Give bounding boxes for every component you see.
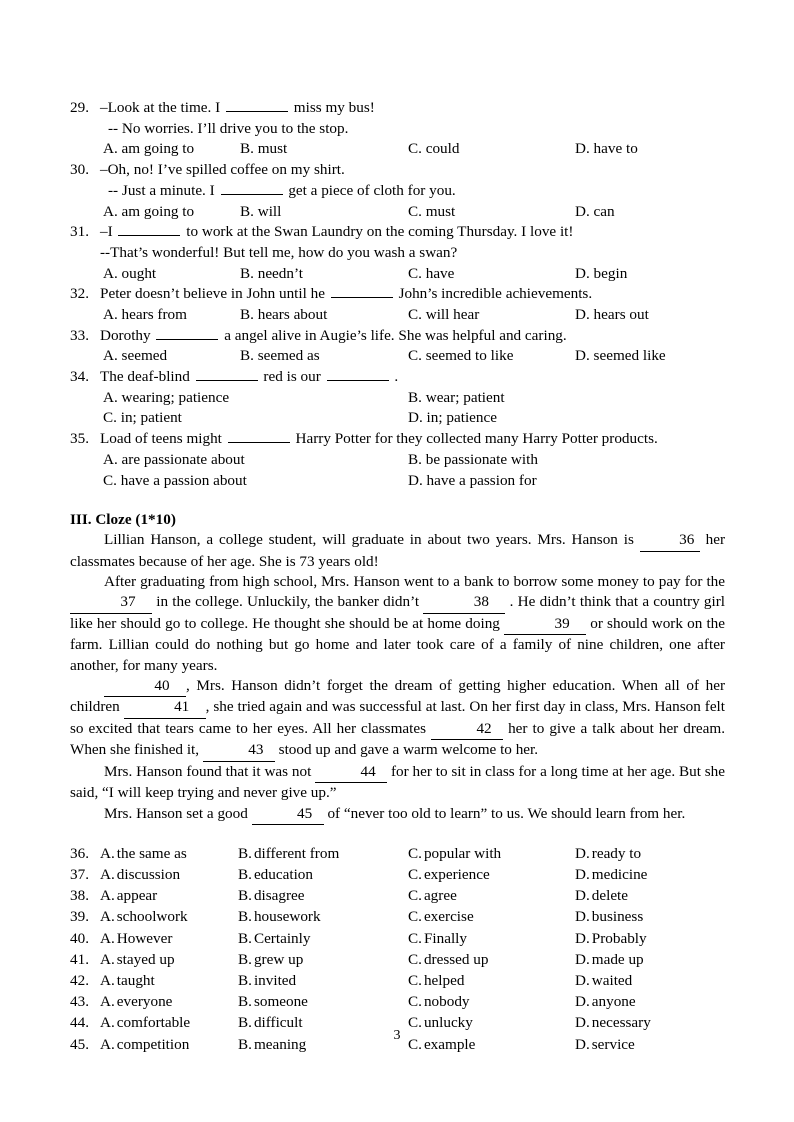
question-33 [70,326,725,367]
option-letter: C. [408,844,422,862]
cloze-blank-37[interactable]: 37 [70,592,152,613]
option-text: dressed up [423,950,489,968]
page-number: 3 [393,1028,401,1043]
option-text: service [591,1035,635,1053]
option-letter: A. [100,844,115,862]
option-letter: B. [238,972,252,990]
cloze-blank-38[interactable]: 38 [423,592,505,613]
option-b[interactable]: B. wear; patient [408,388,505,406]
cloze-paragraph-5 [70,804,725,825]
stem-text-before-blank: –I [100,223,113,241]
option-text: unlucky [423,1014,473,1032]
stem-text-after-blank: a angel alive in Augie’s life. She was helpful and caring. [224,326,567,344]
cloze-paragraph-3 [70,676,725,762]
question-number: 45. [70,1035,89,1053]
question-32 [70,284,725,325]
question-number: 38. [70,887,89,905]
paragraph-text: Mrs. Hanson found that it was not [104,762,312,780]
option-text: schoolwork [116,908,188,926]
option-a[interactable] [100,843,187,864]
option-letter: D. [575,993,590,1011]
paragraph-text: for her to sit in class for a long time at her age. But she said, “I will keep trying and never give up.” [70,762,725,802]
answer-blank [331,297,393,298]
option-text: Probably [591,929,647,947]
option-letter: B. [238,950,252,968]
question-number: 33. [70,326,89,344]
option-text: made up [591,950,644,968]
option-b[interactable] [238,885,305,906]
option-a[interactable] [100,928,172,949]
option-letter: B. [238,887,252,905]
option-row [70,346,725,367]
paragraph-text: . He didn’t think that a country girl like her should go to college. He thought she should be at home doing [70,593,726,632]
option-letter: C. [408,929,422,947]
question-number: 41. [70,950,89,968]
option-b[interactable] [238,970,296,991]
option-d[interactable]: D. have a passion for [408,471,537,489]
multiple-choice-section [70,98,725,491]
option-letter: A. [100,887,115,905]
option-a[interactable]: A. seemed [103,347,168,365]
question-30 [70,160,725,222]
option-a[interactable]: A. hears from [103,305,187,323]
question-34 [70,367,725,429]
option-text: stayed up [116,950,175,968]
question-number: 29. [70,99,89,116]
option-letter: D. [575,866,590,884]
option-text: anyone [591,993,636,1011]
option-d[interactable]: D. have to [575,140,638,158]
option-letter: A. [100,908,115,926]
option-d[interactable] [575,949,644,970]
cloze-blank-44[interactable]: 44 [315,762,387,783]
option-letter: D. [575,887,590,905]
option-row [70,202,725,223]
option-d[interactable]: D. seemed like [575,347,666,365]
answer-blank [228,442,290,443]
option-letter: B. [238,1035,252,1053]
option-d[interactable] [575,928,647,949]
answer-blank [226,111,288,112]
option-row [70,408,725,429]
option-text: helped [423,972,465,990]
option-letter: B. [238,1014,252,1032]
question-number: 34. [70,368,89,386]
option-text: popular with [423,844,502,862]
option-c[interactable]: C. in; patient [103,409,182,427]
option-letter: B. [238,993,252,1011]
cloze-section-heading: III. Cloze (1*10) [70,511,176,529]
question-stem [70,98,725,119]
option-letter: A. [100,972,115,990]
option-letter: D. [575,929,590,947]
paragraph-text: her to give a talk about her dream. When she finished it, [70,719,726,759]
option-letter: D. [575,1035,590,1053]
answer-blank [196,380,258,381]
option-d[interactable] [575,991,636,1012]
option-letter: D. [575,950,590,968]
option-d[interactable]: D. hears out [575,305,649,323]
cloze-blank-36[interactable]: 36 [640,530,700,551]
option-a[interactable] [100,885,157,906]
option-d[interactable]: D. can [575,202,615,220]
paragraph-text: in the college. Unluckily, the banker didn’t [156,593,420,611]
cloze-option-row-39 [70,906,725,927]
question-stem [70,284,725,305]
option-letter: C. [408,887,422,905]
cloze-blank-40[interactable]: 40 [104,676,186,697]
option-text: appear [116,887,158,905]
answer-blank [156,339,218,340]
option-a[interactable]: A. am going to [103,202,195,220]
option-text: However [116,929,173,947]
answer-blank [221,194,283,195]
option-c[interactable] [408,991,470,1012]
option-letter: C. [408,1014,422,1032]
option-a[interactable]: A. ought [103,264,157,282]
option-letter: B. [238,908,252,926]
option-letter: B. [238,844,252,862]
option-letter: A. [100,993,115,1011]
option-text: example [423,1035,476,1053]
option-text: everyone [116,993,173,1011]
question-number: 37. [70,866,89,884]
option-letter: B. [238,929,252,947]
question-stem [70,160,725,181]
option-d[interactable] [575,864,647,885]
option-b[interactable]: B. hears about [240,305,328,323]
stem-text-before-blank: Peter doesn’t believe in John until he [100,285,325,303]
stem-text-before-blank: –Look at the time. I [100,99,221,116]
question-stem [70,429,725,450]
option-a[interactable]: A. are passionate about [103,450,245,468]
option-letter: A. [100,866,115,884]
option-b[interactable]: B. must [240,140,288,158]
paragraph-text: stood up and gave a warm welcome to her. [278,741,539,759]
question-number: 44. [70,1014,89,1032]
option-letter: A. [100,929,115,947]
option-text: experience [423,866,490,884]
option-text: ready to [591,844,642,862]
cloze-options-list [70,843,725,1055]
cloze-blank-43[interactable]: 43 [203,740,275,761]
cloze-blank-42[interactable]: 42 [431,719,503,740]
option-d[interactable] [575,885,628,906]
option-c[interactable] [408,906,474,927]
option-text: different from [253,844,340,862]
option-text: Certainly [253,929,311,947]
stem-text-after-blank: . [394,368,399,386]
page-content [70,98,725,1055]
option-letter: A. [100,950,115,968]
question-number: 39. [70,908,89,926]
option-b[interactable] [238,864,313,885]
option-letter: A. [100,1014,115,1032]
option-letter: D. [575,1014,590,1032]
answer-blank [327,380,389,381]
question-29 [70,98,725,160]
option-b[interactable] [238,928,310,949]
option-c[interactable] [408,949,488,970]
option-text: taught [116,972,155,990]
stem-text-before-blank: The deaf-blind [100,368,190,386]
option-text: disagree [253,887,305,905]
option-c[interactable]: C. will hear [408,305,480,323]
option-text: the same as [116,844,187,862]
option-b[interactable]: B. needn’t [240,264,303,282]
option-text: nobody [423,993,470,1011]
option-text: invited [253,972,297,990]
option-text: grew up [253,950,304,968]
paragraph-text: Mrs. Hanson set a good [104,804,248,822]
option-b[interactable]: B. seemed as [240,347,320,365]
paragraph-text: Lillian Hanson, a college student, will graduate in about two years. Mrs. Hanson is [104,531,634,549]
option-c[interactable]: C. seemed to like [408,347,514,365]
stem-text: –Oh, no! I’ve spilled coffee on my shirt. [100,161,345,179]
option-b[interactable] [238,991,308,1012]
option-letter: C. [408,972,422,990]
cloze-option-row-41 [70,949,725,970]
option-letter: C. [408,950,422,968]
option-text: competition [116,1035,190,1053]
option-c[interactable] [408,885,457,906]
question-stem [70,326,725,347]
paragraph-text: After graduating from high school, Mrs. Hanson went to a bank to borrow some money to pay for the [104,573,725,591]
question-stem [70,222,725,243]
question-dialogue-line [70,181,725,202]
option-text: Finally [423,929,467,947]
option-text: necessary [591,1014,651,1032]
option-a[interactable] [100,864,180,885]
option-letter: C. [408,908,422,926]
option-row [70,471,725,492]
option-row [70,305,725,326]
stem-text-before-blank: Load of teens might [100,430,222,448]
option-c[interactable] [408,843,501,864]
cloze-option-row-43 [70,991,725,1012]
option-b[interactable] [238,949,303,970]
option-text: someone [253,993,308,1011]
option-letter: A. [100,1035,115,1053]
stem-text-after-blank: John’s incredible achievements. [398,285,593,303]
question-number: 43. [70,993,89,1011]
option-b[interactable] [238,906,321,927]
option-a[interactable] [100,949,175,970]
option-text: housework [253,908,321,926]
option-row [70,388,725,409]
paragraph-text: or should work on the farm. Lillian could do nothing but go home and later took care of a family of nine children, one after another, for many years. [70,614,726,674]
option-a[interactable] [100,906,188,927]
question-dialogue-line: --That’s wonderful! But tell me, how do you wash a swan? [100,243,458,261]
option-letter: D. [575,908,590,926]
question-number: 30. [70,161,89,179]
option-b[interactable]: B. will [240,202,282,220]
cloze-option-row-36 [70,843,725,864]
answer-blank [118,235,180,236]
option-text: business [591,908,644,926]
cloze-blank-41[interactable]: 41 [124,697,206,718]
option-a[interactable]: A. wearing; patience [103,388,230,406]
option-letter: C. [408,866,422,884]
question-number: 31. [70,223,89,241]
question-number: 36. [70,844,89,862]
option-text: exercise [423,908,474,926]
cloze-blank-39[interactable]: 39 [504,614,586,635]
sub-text-after-blank: get a piece of cloth for you. [288,181,456,199]
option-text: discussion [116,866,181,884]
option-b[interactable]: B. be passionate with [408,450,538,468]
option-c[interactable] [408,864,490,885]
cloze-option-row-38 [70,885,725,906]
cloze-paragraph-1 [70,530,725,572]
option-text: medicine [591,866,648,884]
cloze-passage [70,530,725,825]
option-c[interactable]: C. must [408,202,456,220]
option-d[interactable] [575,970,632,991]
option-text: agree [423,887,457,905]
option-c[interactable]: C. have [408,264,455,282]
stem-text-after-blank: Harry Potter for they collected many Harry Potter products. [295,430,658,448]
option-text: difficult [253,1014,303,1032]
option-c[interactable] [408,928,467,949]
paragraph-text: her classmates because of her age. She is 73 years old! [70,531,726,570]
option-a[interactable]: A. am going to [103,140,195,158]
cloze-paragraph-2 [70,572,725,676]
question-number: 40. [70,929,89,947]
option-d[interactable]: D. begin [575,264,628,282]
option-letter: C. [408,1035,422,1053]
option-c[interactable] [408,970,464,991]
stem-text-middle: red is our [263,368,321,386]
question-stem [70,367,725,388]
option-text: waited [591,972,633,990]
option-row [70,139,725,160]
option-text: meaning [253,1035,307,1053]
question-number: 42. [70,972,89,990]
option-letter: D. [575,844,590,862]
option-c[interactable]: C. have a passion about [103,471,247,489]
option-d[interactable]: D. in; patience [408,409,497,427]
option-letter: B. [238,866,252,884]
stem-text-after-blank: to work at the Swan Laundry on the coming Thursday. I love it! [186,223,574,241]
sub-text-before-blank: -- Just a minute. I [108,181,215,199]
option-d[interactable] [575,843,641,864]
option-text: delete [591,887,629,905]
question-number: 32. [70,285,89,303]
option-row [70,264,725,285]
cloze-blank-45[interactable]: 45 [252,804,324,825]
option-d[interactable] [575,906,643,927]
cloze-paragraph-4 [70,762,725,804]
stem-text-after-blank: miss my bus! [293,99,375,116]
option-a[interactable] [100,970,155,991]
paragraph-text: , Mrs. Hanson didn’t forget the dream of getting higher education. When all of her children [70,677,725,716]
stem-text-before-blank: Dorothy [100,326,151,344]
question-dialogue-line: -- No worries. I’ll drive you to the stop. [108,119,349,137]
paragraph-text: , she tried again and was successful at last. On her first day in class, Mrs. Hanson felt so excited that tears came to her eyes. All her classmates [70,698,725,737]
question-31 [70,222,725,284]
option-text: comfortable [116,1014,191,1032]
paragraph-text: of “never too old to learn” to us. We should learn from her. [327,804,686,822]
option-text: education [253,866,313,884]
cloze-option-row-40 [70,928,725,949]
option-row [70,450,725,471]
option-b[interactable] [238,843,339,864]
question-35 [70,429,725,491]
option-c[interactable]: C. could [408,140,460,158]
option-letter: D. [575,972,590,990]
option-letter: C. [408,993,422,1011]
cloze-option-row-37 [70,864,725,885]
option-a[interactable] [100,991,172,1012]
question-number: 35. [70,430,89,448]
cloze-option-row-42 [70,970,725,991]
